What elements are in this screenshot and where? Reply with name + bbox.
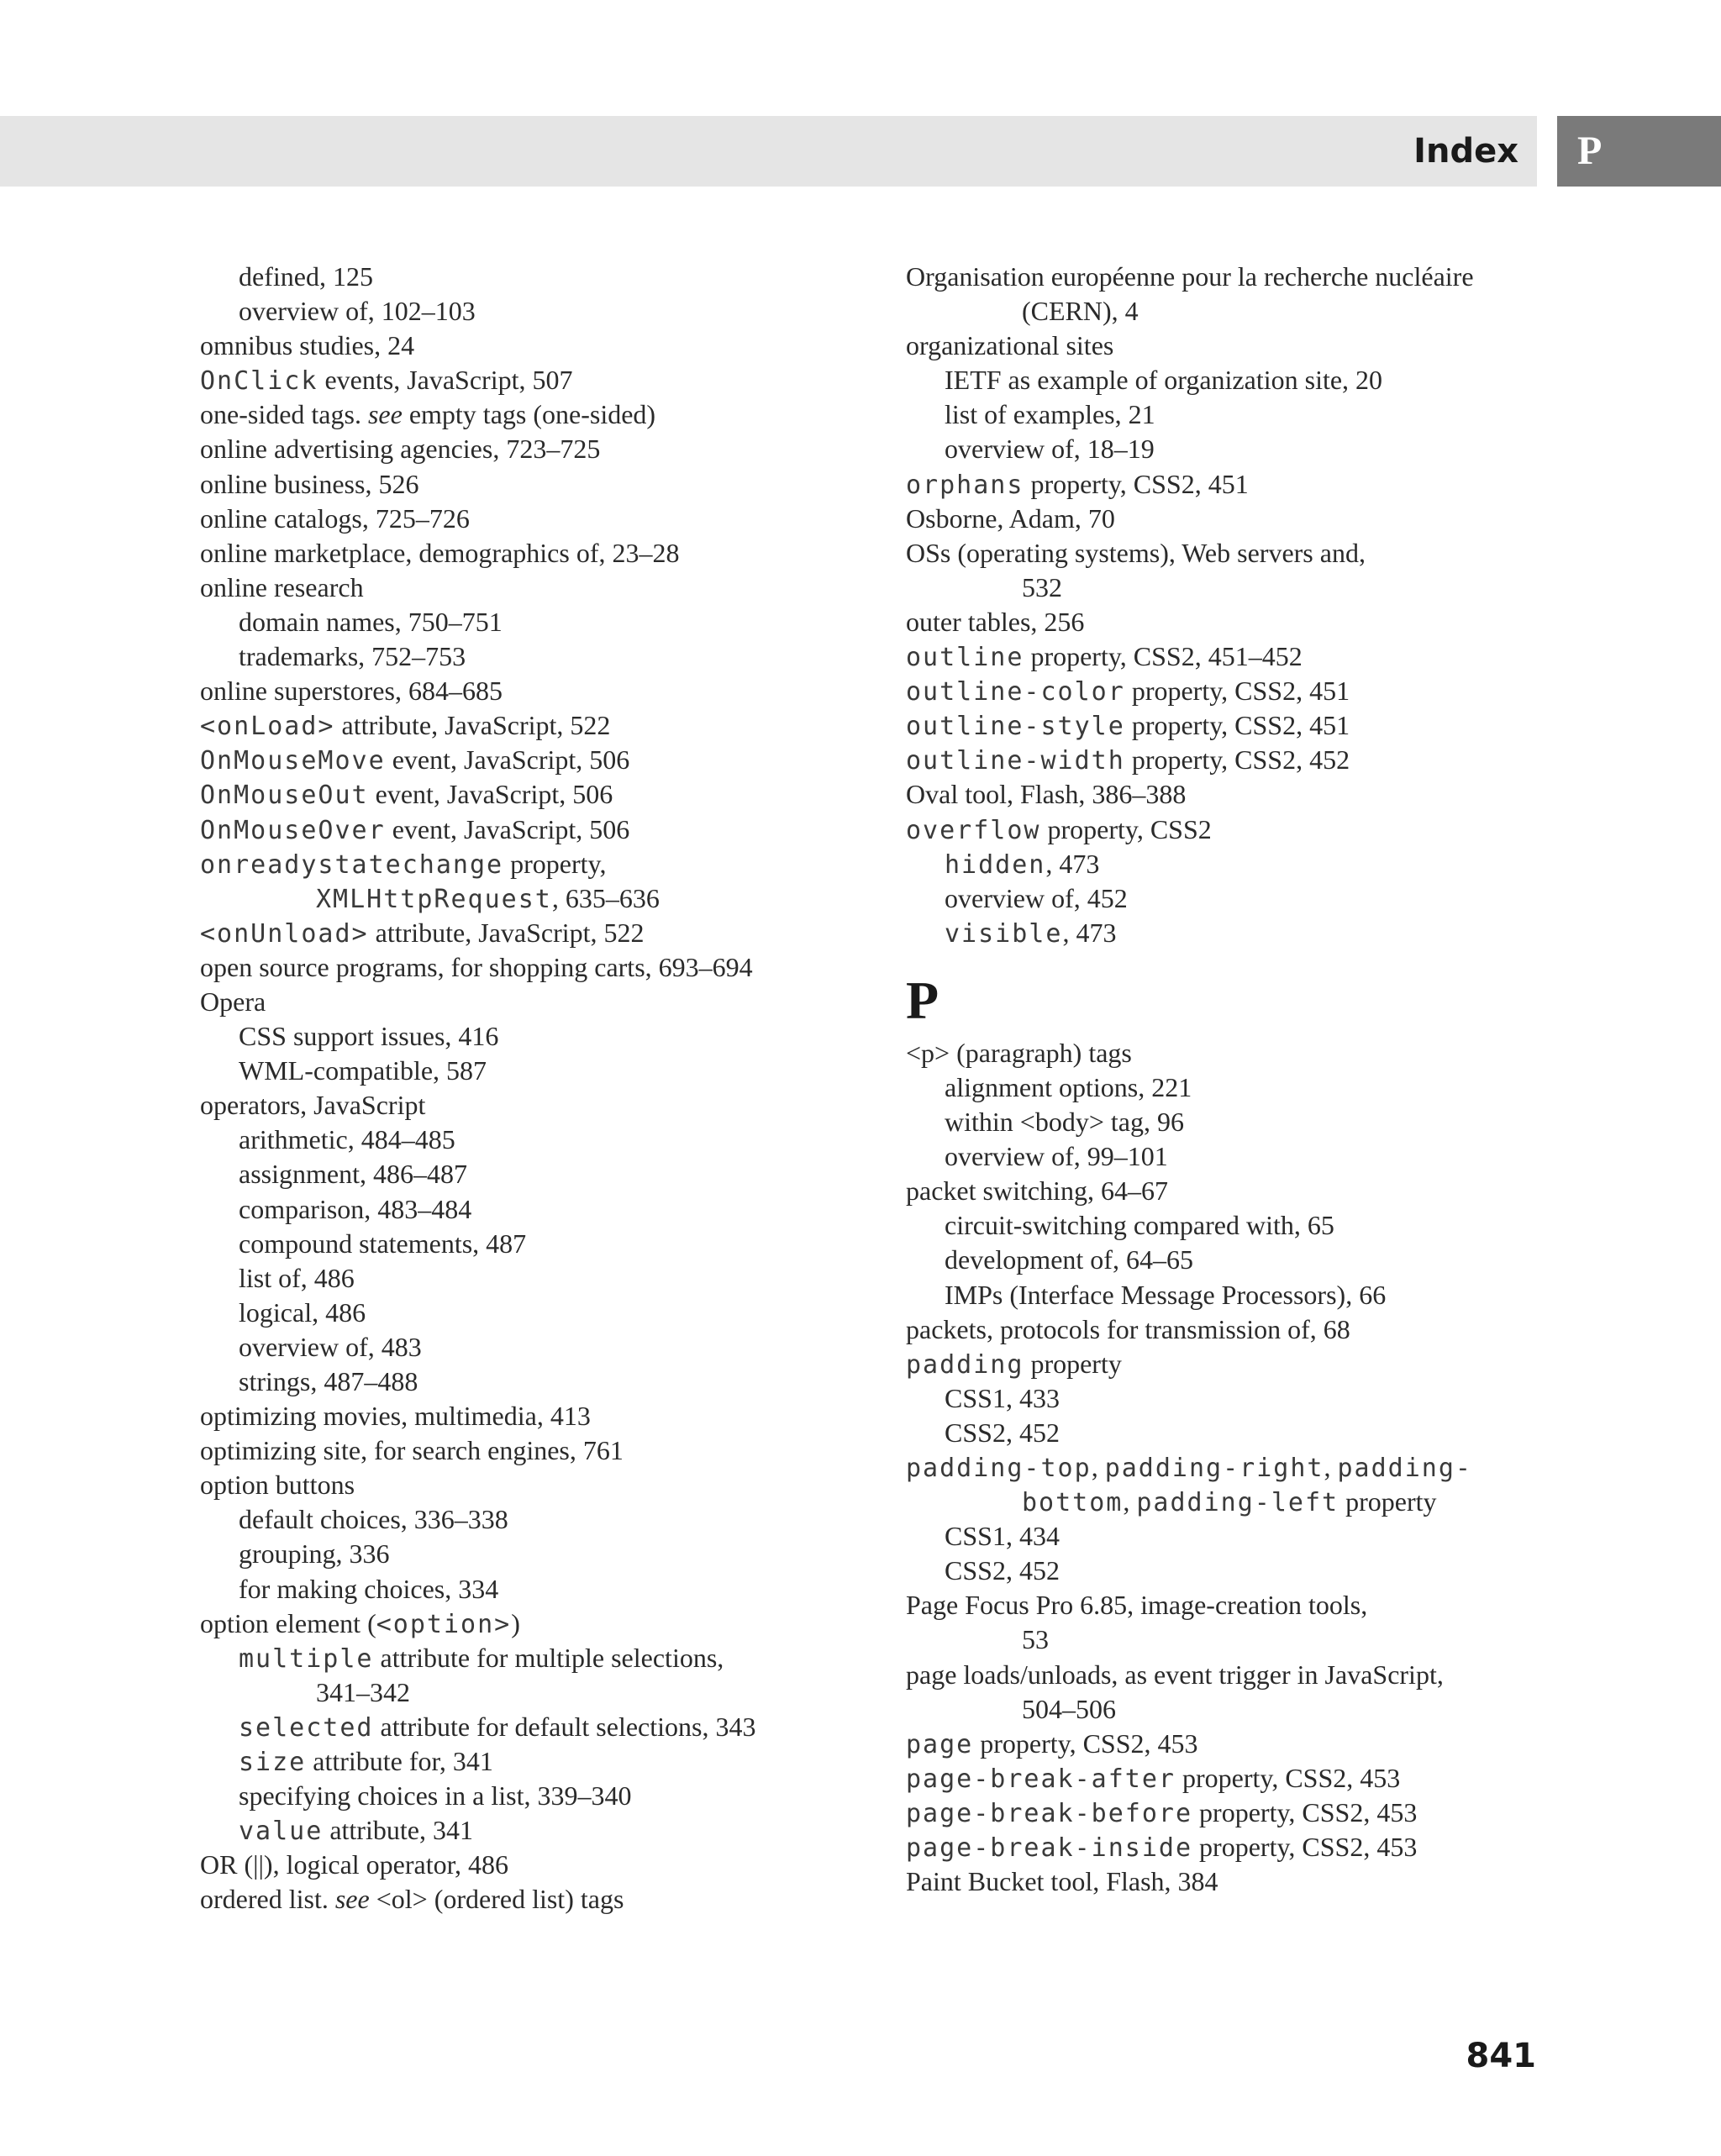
entry-text: CSS1, 433 <box>945 1382 1060 1413</box>
index-entry <box>906 536 1545 571</box>
entry-text: grouping, 336 <box>239 1538 390 1570</box>
index-entry <box>200 708 889 743</box>
index-column-left <box>200 260 889 1917</box>
entry-text: CSS support issues, 416 <box>239 1021 499 1052</box>
entry-text: <p> (paragraph) tags <box>906 1037 1132 1068</box>
see-reference: see <box>334 1884 370 1915</box>
index-subentry <box>906 1692 1545 1727</box>
code-term: padding-left <box>1136 1488 1339 1518</box>
index-entry <box>200 1433 889 1468</box>
code-term: OnMouseMove <box>200 746 386 776</box>
index-entry <box>200 1088 889 1123</box>
index-subentry <box>200 1641 889 1675</box>
index-entry <box>200 950 889 985</box>
entry-text: page loads/unloads, as event trigger in JavaScript, <box>906 1659 1444 1690</box>
entry-text: attribute for multiple selections, <box>373 1642 724 1673</box>
index-entry <box>906 502 1545 536</box>
index-subentry <box>200 1710 889 1744</box>
index-subentry <box>906 1485 1545 1519</box>
code-term: padding <box>906 1349 1024 1380</box>
entry-text: assignment, 486–487 <box>239 1159 467 1190</box>
index-entry <box>906 1796 1545 1830</box>
index-subentry <box>200 1502 889 1537</box>
entry-text: event, JavaScript, 506 <box>385 813 630 844</box>
entry-text: WML-compatible, 587 <box>239 1055 487 1086</box>
entry-text: P <box>906 970 939 1030</box>
index-column-right <box>906 260 1545 1899</box>
entry-text: online business, 526 <box>200 468 419 499</box>
entry-text: events, JavaScript, 507 <box>318 365 573 396</box>
index-entry <box>200 847 889 881</box>
entry-text: logical, 486 <box>239 1296 366 1328</box>
entry-text: online marketplace, demographics of, 23–28 <box>200 537 680 568</box>
code-term: outline-width <box>906 746 1125 776</box>
entry-text: property, CSS2, 451 <box>1124 676 1350 707</box>
entry-text: overview of, 102–103 <box>239 296 476 327</box>
index-subentry <box>200 881 889 916</box>
entry-text: 53 <box>1022 1624 1049 1655</box>
index-subentry <box>906 916 1545 950</box>
index-subentry <box>200 1296 889 1330</box>
index-entry <box>200 1848 889 1882</box>
index-subentry <box>200 1123 889 1157</box>
index-subentry <box>200 1813 889 1848</box>
code-term: orphans <box>906 470 1024 500</box>
index-subentry <box>200 639 889 674</box>
entry-text: property, CSS2, 451 <box>1124 710 1350 741</box>
entry-text: , <box>1091 1452 1105 1482</box>
code-term: <onLoad> <box>200 712 335 742</box>
index-entry <box>200 1399 889 1433</box>
index-entry <box>906 639 1545 674</box>
index-entry <box>200 743 889 777</box>
index-entry <box>906 1347 1545 1381</box>
entry-text: ordered list. <box>200 1884 335 1915</box>
code-term: page-break-before <box>906 1798 1193 1828</box>
index-subentry <box>906 1139 1545 1174</box>
entry-text: open source programs, for shopping carts, 693–694 <box>200 951 753 982</box>
index-subentry <box>906 294 1545 329</box>
entry-text: operators, JavaScript <box>200 1090 426 1121</box>
entry-text: property, CSS2, 453 <box>1192 1796 1418 1827</box>
index-subentry <box>200 1261 889 1296</box>
index-subentry <box>906 1070 1545 1105</box>
index-subentry <box>906 432 1545 466</box>
code-term: page-break-inside <box>906 1833 1193 1864</box>
entry-text: list of examples, 21 <box>945 399 1155 430</box>
code-term: <option> <box>376 1609 512 1639</box>
entry-text: 341–342 <box>316 1676 410 1707</box>
index-entry <box>906 1830 1545 1864</box>
entry-text: event, JavaScript, 506 <box>385 744 630 776</box>
index-entry <box>906 812 1545 847</box>
index-subentry <box>200 294 889 329</box>
entry-text: packets, protocols for transmission of, 68 <box>906 1313 1350 1344</box>
code-term: page <box>906 1729 974 1759</box>
entry-text: Page Focus Pro 6.85, image-creation tools, <box>906 1590 1368 1621</box>
index-entry <box>906 1727 1545 1761</box>
entry-text: CSS2, 452 <box>945 1555 1060 1586</box>
code-term: size <box>239 1748 307 1778</box>
entry-text: omnibus studies, 24 <box>200 330 415 361</box>
index-subentry <box>200 1192 889 1227</box>
entry-text: overview of, 483 <box>239 1331 422 1362</box>
code-term: hidden <box>945 849 1046 880</box>
index-subentry <box>200 1227 889 1261</box>
index-subentry <box>200 1779 889 1813</box>
entry-text: online catalogs, 725–726 <box>200 502 470 534</box>
entry-text: attribute for, 341 <box>306 1746 493 1777</box>
entry-text: ) <box>511 1607 520 1638</box>
entry-text: property, CSS2, 453 <box>1175 1762 1401 1793</box>
entry-text: development of, 64–65 <box>945 1244 1193 1275</box>
entry-text: OSs (operating systems), Web servers and, <box>906 537 1366 568</box>
index-subentry <box>200 260 889 294</box>
index-entry <box>906 467 1545 502</box>
entry-text: attribute, JavaScript, 522 <box>334 710 611 741</box>
index-subentry <box>906 1519 1545 1554</box>
entry-text: circuit-switching compared with, 65 <box>945 1210 1334 1241</box>
entry-text: arithmetic, 484–485 <box>239 1124 455 1155</box>
index-entry <box>200 397 889 432</box>
code-term: overflow <box>906 815 1041 845</box>
index-entry <box>200 812 889 847</box>
index-entry <box>906 1658 1545 1692</box>
code-term: XMLHttpRequest <box>316 884 552 914</box>
index-entry <box>200 985 889 1019</box>
code-term: OnMouseOut <box>200 781 369 811</box>
code-term: OnMouseOver <box>200 815 386 845</box>
entry-text: Opera <box>200 986 266 1017</box>
index-entry <box>906 1174 1545 1208</box>
index-entry <box>906 1761 1545 1796</box>
index-entry <box>906 674 1545 708</box>
entry-text: , <box>1123 1486 1137 1517</box>
entry-text: overview of, 18–19 <box>945 434 1155 465</box>
entry-text: alignment options, 221 <box>945 1071 1192 1102</box>
entry-text: Paint Bucket tool, Flash, 384 <box>906 1866 1218 1897</box>
page-number: 841 <box>1466 2037 1536 2075</box>
entry-text: event, JavaScript, 506 <box>368 779 613 810</box>
entry-text: 504–506 <box>1022 1693 1116 1724</box>
index-entry <box>200 536 889 571</box>
entry-text: 532 <box>1022 571 1062 602</box>
index-entry <box>200 1606 889 1641</box>
entry-text: default choices, 336–338 <box>239 1504 508 1535</box>
index-subentry <box>200 1157 889 1191</box>
index-entry <box>200 329 889 363</box>
section-heading <box>906 970 1545 1031</box>
code-term: onreadystatechange <box>200 849 504 880</box>
entry-text: property, CSS2, 453 <box>1192 1832 1418 1863</box>
entry-text: domain names, 750–751 <box>239 606 503 637</box>
index-subentry <box>906 881 1545 916</box>
entry-text: property <box>1024 1348 1122 1379</box>
index-entry <box>200 777 889 812</box>
entry-text: overview of, 99–101 <box>945 1141 1168 1172</box>
code-term: outline-color <box>906 677 1125 707</box>
entry-text: Organisation européenne pour la recherche nucléaire <box>906 261 1474 292</box>
index-subentry <box>906 1243 1545 1277</box>
index-subentry <box>200 1675 889 1710</box>
entry-text: property, CSS2 <box>1040 813 1212 844</box>
entry-text: , 473 <box>1062 917 1117 948</box>
entry-text: trademarks, 752–753 <box>239 641 466 672</box>
entry-text: defined, 125 <box>239 261 373 292</box>
index-subentry <box>200 1019 889 1054</box>
entry-text: empty tags (one-sided) <box>402 399 656 430</box>
entry-text: packet switching, 64–67 <box>906 1175 1168 1207</box>
index-subentry <box>906 1554 1545 1588</box>
index-entry <box>200 571 889 605</box>
entry-text: online research <box>200 571 364 602</box>
entry-text: for making choices, 334 <box>239 1573 499 1604</box>
code-term: padding-top <box>906 1454 1092 1483</box>
entry-text: <ol> (ordered list) tags <box>369 1884 624 1915</box>
section-thumb-tab <box>1557 116 1721 187</box>
entry-text: attribute for default selections, 343 <box>373 1711 756 1742</box>
index-entry <box>906 708 1545 743</box>
index-subentry <box>906 1208 1545 1243</box>
code-term: <onUnload> <box>200 918 369 949</box>
entry-text: option buttons <box>200 1470 355 1501</box>
entry-text: compound statements, 487 <box>239 1228 527 1259</box>
index-entry <box>200 674 889 708</box>
index-subentry <box>200 1365 889 1399</box>
index-subentry <box>906 1381 1545 1416</box>
entry-text: comparison, 483–484 <box>239 1193 472 1224</box>
entry-text: property, CSS2, 452 <box>1124 744 1350 776</box>
code-term: padding-right <box>1104 1454 1324 1483</box>
entry-text: Osborne, Adam, 70 <box>906 502 1115 534</box>
entry-text: attribute, 341 <box>323 1815 473 1846</box>
index-entry <box>200 1468 889 1502</box>
index-entry <box>200 916 889 950</box>
index-entry <box>200 502 889 536</box>
entry-text: property <box>1339 1486 1437 1517</box>
entry-text: , 473 <box>1045 848 1100 879</box>
index-entry <box>906 743 1545 777</box>
code-term: outline-style <box>906 712 1125 742</box>
index-subentry <box>906 571 1545 605</box>
entry-text: OR (||), logical operator, 486 <box>200 1849 508 1880</box>
index-subentry <box>200 1572 889 1606</box>
entry-text: specifying choices in a list, 339–340 <box>239 1780 632 1812</box>
code-term: visible <box>945 918 1063 949</box>
entry-text: IETF as example of organization site, 20 <box>945 365 1383 396</box>
index-entry <box>906 777 1545 812</box>
entry-text: online superstores, 684–685 <box>200 676 503 707</box>
code-term: value <box>239 1817 324 1847</box>
index-subentry <box>906 1416 1545 1450</box>
index-subentry <box>906 1278 1545 1312</box>
entry-text: overview of, 452 <box>945 882 1128 913</box>
section-thumb-letter: P <box>1577 129 1603 173</box>
running-header-bar <box>0 116 1537 187</box>
entry-text: , 635–636 <box>551 882 660 913</box>
entry-text: property, CSS2, 451 <box>1024 468 1249 499</box>
entry-text: IMPs (Interface Message Processors), 66 <box>945 1279 1387 1310</box>
index-subentry <box>906 363 1545 397</box>
entry-text: organizational sites <box>906 330 1114 361</box>
entry-text: option element ( <box>200 1607 376 1638</box>
index-entry <box>906 329 1545 363</box>
index-entry <box>200 363 889 397</box>
entry-text: optimizing site, for search engines, 761 <box>200 1435 624 1466</box>
index-entry <box>200 432 889 466</box>
entry-text: CSS2, 452 <box>945 1417 1060 1448</box>
index-subentry <box>200 605 889 639</box>
index-subentry <box>906 847 1545 881</box>
code-term: outline <box>906 643 1024 673</box>
index-subentry <box>906 1105 1545 1139</box>
entry-text: list of, 486 <box>239 1262 355 1293</box>
index-entry <box>200 1882 889 1917</box>
index-entry <box>906 1588 1545 1622</box>
index-entry <box>906 605 1545 639</box>
entry-text: attribute, JavaScript, 522 <box>368 917 645 948</box>
code-term: padding- <box>1337 1454 1472 1483</box>
entry-text: , <box>1324 1452 1338 1482</box>
entry-text: strings, 487–488 <box>239 1366 418 1396</box>
entry-text: property, <box>503 848 607 879</box>
index-subentry <box>200 1054 889 1088</box>
running-header-title: Index <box>1413 132 1518 171</box>
entry-text: optimizing movies, multimedia, 413 <box>200 1401 591 1432</box>
code-term: selected <box>239 1712 374 1743</box>
entry-text: within <body> tag, 96 <box>945 1107 1184 1138</box>
entry-text: (CERN), 4 <box>1022 296 1139 327</box>
entry-text: one-sided tags. <box>200 399 368 430</box>
index-entry <box>906 260 1545 294</box>
index-entry <box>906 1450 1545 1485</box>
entry-text: online advertising agencies, 723–725 <box>200 434 601 465</box>
entry-text: property, CSS2, 453 <box>973 1727 1198 1759</box>
index-subentry <box>200 1330 889 1365</box>
entry-text: Oval tool, Flash, 386–388 <box>906 779 1187 810</box>
index-subentry <box>906 397 1545 432</box>
code-term: page-break-after <box>906 1764 1176 1794</box>
index-entry <box>906 1864 1545 1899</box>
entry-text: outer tables, 256 <box>906 606 1085 637</box>
see-reference: see <box>367 399 403 430</box>
index-entry <box>906 1312 1545 1347</box>
entry-text: property, CSS2, 451–452 <box>1024 641 1303 672</box>
index-subentry <box>200 1744 889 1779</box>
index-subentry <box>200 1537 889 1571</box>
code-term: bottom <box>1022 1488 1124 1518</box>
index-entry <box>906 1036 1545 1070</box>
index-entry <box>200 467 889 502</box>
code-term: multiple <box>239 1643 374 1674</box>
entry-text: CSS1, 434 <box>945 1521 1060 1552</box>
code-term: OnClick <box>200 366 318 397</box>
index-subentry <box>906 1622 1545 1657</box>
